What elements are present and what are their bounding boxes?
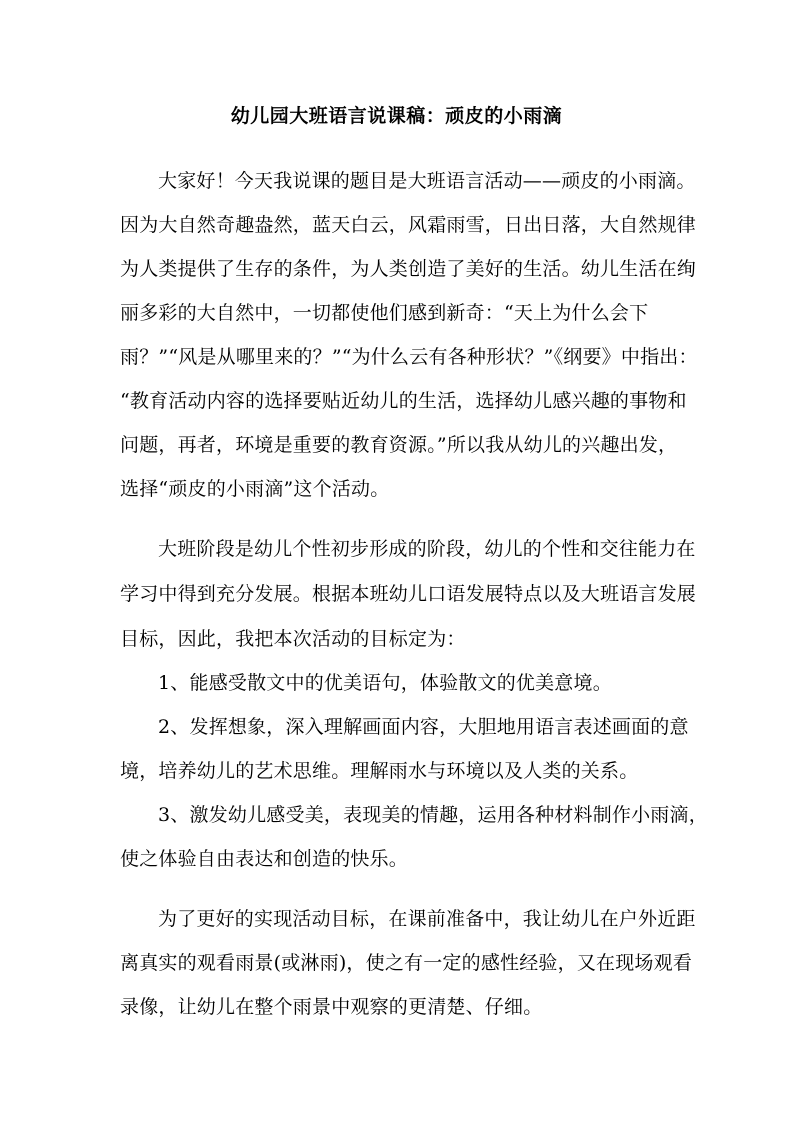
paragraph-2-line-1: 大班阶段是幼儿个性初步形成的阶段，幼儿的个性和交往能力在 [158,538,696,560]
paragraph-1-line-6: “教育活动内容的选择要贴近幼儿的生活，选择幼儿感兴趣的事物和 [120,390,687,412]
goal-2-line-1: 2、发挥想象，深入理解画面内容，大胆地用语言表述画面的意 [158,716,689,738]
paragraph-6-line-3: 录像，让幼儿在整个雨景中观察的更清楚、仔细。 [120,996,543,1018]
paragraph-2-line-3: 目标，因此，我把本次活动的目标定为： [120,628,466,650]
document-title: 幼儿园大班语言说课稿：顽皮的小雨滴 [230,105,563,127]
paragraph-1-line-1: 大家好！今天我说课的题目是大班语言活动——顽皮的小雨滴。 [158,170,696,192]
goal-2-line-2: 境，培养幼儿的艺术思维。理解雨水与环境以及人类的关系。 [120,760,639,782]
goal-1-line-1: 1、能感受散文中的优美语句，体验散文的优美意境。 [158,672,612,694]
paragraph-1-line-5: 雨？”“风是从哪里来的？”“为什么云有各种形状？”《纲要》中指出： [120,346,698,368]
paragraph-1-line-7: 问题，再者，环境是重要的教育资源。”所以我从幼儿的兴趣出发， [120,434,678,456]
paragraph-6-line-2: 离真实的观看雨景(或淋雨)，使之有一定的感性经验，又在现场观看 [120,952,693,974]
paragraph-6-line-1: 为了更好的实现活动目标，在课前准备中，我让幼儿在户外近距 [158,908,696,930]
goal-3-line-1: 3、激发幼儿感受美，表现美的情趣，运用各种材料制作小雨滴， [158,804,708,826]
paragraph-1-line-4: 丽多彩的大自然中，一切都使他们感到新奇：“天上为什么会下 [120,302,649,324]
paragraph-2-line-2: 学习中得到充分发展。根据本班幼儿口语发展特点以及大班语言发展 [120,583,697,605]
paragraph-1-line-2: 因为大自然奇趣盎然，蓝天白云，风霜雨雪，日出日落，大自然规律 [120,214,697,236]
goal-3-line-2: 使之体验自由表达和创造的快乐。 [120,848,409,870]
paragraph-1-line-8: 选择“顽皮的小雨滴”这个活动。 [120,478,390,500]
paragraph-1-line-3: 为人类提供了生存的条件，为人类创造了美好的生活。幼儿生活在绚 [120,258,697,280]
